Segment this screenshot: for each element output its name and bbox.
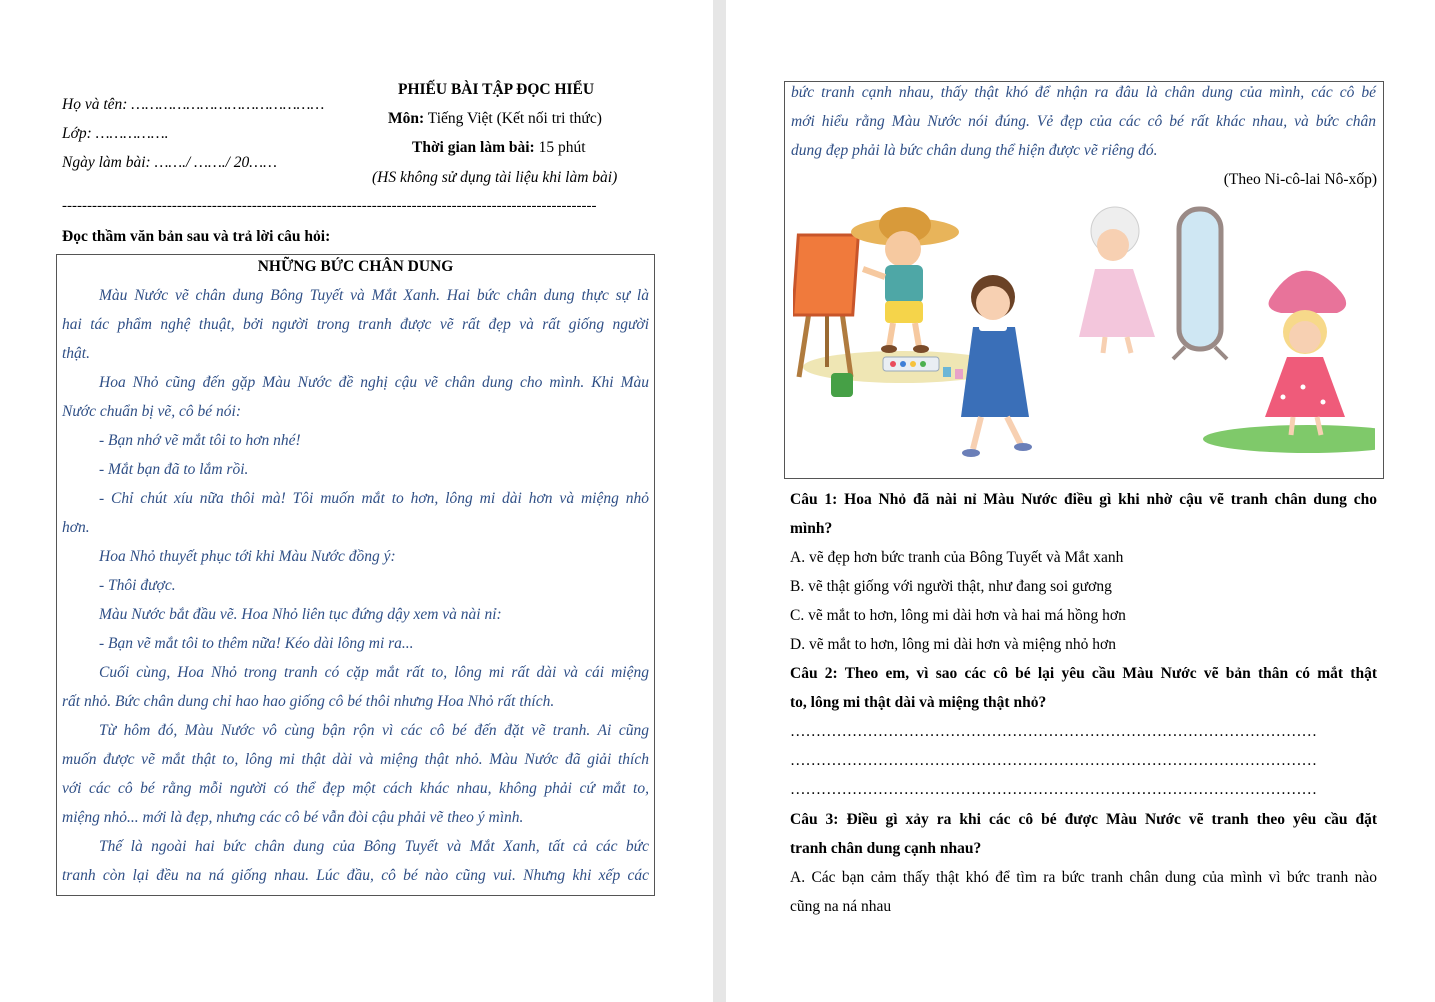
question-3-option-a-cont[interactable]: cũng na ná nhau (790, 898, 892, 915)
story-illustration (793, 197, 1375, 472)
boy-painter (851, 207, 959, 353)
story-line: Màu Nước bắt đầu vẽ. Hoa Nhỏ liên tục đứng dậy xem và nài nỉ: (99, 606, 502, 623)
date-field (62, 148, 277, 177)
girl-blue-dress (961, 275, 1032, 457)
story-line: - Thôi được. (99, 577, 176, 594)
question-1-number: Câu 1: (790, 491, 838, 508)
class-dots: ……………. (95, 125, 169, 142)
story-line: bức tranh cạnh nhau, thấy thật khó để nhận ra đâu là chân dung của mình, các cô bé (791, 84, 1376, 101)
question-1-text (790, 485, 1377, 514)
story-title: NHỮNG BỨC CHÂN DUNG (257, 258, 454, 275)
question-2-number: Câu 2: (790, 665, 838, 682)
class-label: Lớp: (62, 125, 92, 142)
exam-note: (HS không sử dụng tài liệu khi làm bài) (372, 169, 618, 186)
question-1-option-d[interactable]: D. vẽ mắt to hơn, lông mi dài hơn và miệng nhỏ hơn (790, 636, 1116, 653)
subject-line (388, 104, 602, 133)
time-value: 15 phút (538, 139, 586, 156)
story-line: muốn được vẽ mắt thật to, lông mi thật dài và miệng thật nhỏ. Màu Nước đã giải thích (62, 751, 649, 768)
story-line: Nước chuẩn bị vẽ, cô bé nói: (62, 403, 241, 420)
story-line: hơn. (62, 519, 90, 536)
answer-line[interactable]: ………………………………………………………………………………………… (790, 723, 1317, 740)
name-field (62, 90, 324, 119)
story-line: Từ hôm đó, Màu Nước vô cùng bận rộn vì các cô bé đến đặt vẽ tranh. Ai cũng (99, 722, 649, 739)
question-2-text (790, 659, 1377, 688)
subject-label: Môn: (388, 110, 425, 127)
worksheet-title: PHIẾU BÀI TẬP ĐỌC HIỂU (398, 81, 595, 98)
answer-line[interactable]: ………………………………………………………………………………………… (790, 752, 1317, 769)
question-1-option-b[interactable]: B. vẽ thật giống với người thật, như đang soi gương (790, 578, 1112, 595)
question-1-option-c[interactable]: C. vẽ mắt to hơn, lông mi dài hơn và hai má hồng hơn (790, 607, 1126, 624)
story-line: với các cô bé rằng mỗi người có thể đẹp một cách khác nhau, không phải cứ mắt to, (62, 780, 649, 797)
date-value: ……./ ……./ 20…… (154, 154, 277, 171)
mirror (1173, 209, 1227, 359)
question-3-text (790, 805, 1377, 834)
flower-girl (1203, 271, 1375, 453)
reading-instruction: Đọc thầm văn bản sau và trả lời câu hỏi: (62, 228, 331, 245)
story-line: - Bạn nhớ vẽ mắt tôi to hơn nhé! (99, 432, 301, 449)
story-box (56, 254, 655, 896)
story-line: mới hiểu rằng Màu Nước nói đúng. Vẻ đẹp của các cô bé rất khác nhau, và bức chân (791, 113, 1376, 130)
answer-line[interactable]: ………………………………………………………………………………………… (790, 781, 1317, 798)
story-continued-text (791, 78, 1376, 165)
easel (793, 235, 858, 377)
story-source: (Theo Ni-cô-lai Nô-xốp) (1223, 171, 1377, 188)
question-2-line-2: to, lông mi thật dài và miệng thật nhỏ? (790, 694, 1047, 711)
question-3-line-2: tranh chân dung cạnh nhau? (790, 840, 982, 857)
question-1-line-2: mình? (790, 520, 833, 537)
subject-value: Tiếng Việt (Kết nối tri thức) (427, 110, 602, 127)
question-3-option-a[interactable]: A. Các bạn cảm thấy thật khó để tìm ra bức tranh chân dung của mình vì bức tranh nào (790, 869, 1377, 886)
story-line: Hoa Nhỏ thuyết phục tới khi Màu Nước đồng ý: (99, 548, 396, 565)
question-1-line-1: Hoa Nhỏ đã nài nỉ Màu Nước điều gì khi nhờ cậu vẽ tranh chân dung cho (844, 491, 1377, 508)
story-line: Hoa Nhỏ cũng đến gặp Màu Nước đề nghị cậu vẽ chân dung cho mình. Khi Màu (99, 374, 649, 391)
separator-line: ----------------------------------------------------------------------------------------------------------- (62, 198, 597, 214)
name-dots: …………………………………… (131, 96, 325, 113)
story-text (62, 281, 649, 890)
story-line: thật. (62, 345, 90, 362)
question-3 (790, 805, 1377, 921)
story-continued-box (784, 81, 1384, 479)
story-line: miệng nhỏ... mới là đẹp, nhưng các cô bé vẫn đòi cậu phải vẽ theo ý mình. (62, 809, 524, 826)
story-line: Màu Nước vẽ chân dung Bông Tuyết và Mắt Xanh. Hai bức chân dung thực sự là (99, 287, 649, 304)
question-3-number: Câu 3: (790, 811, 839, 828)
question-2-line-1: Theo em, vì sao các cô bé lại yêu cầu Màu Nước vẽ bản thân có mắt thật (844, 665, 1377, 682)
question-1 (790, 485, 1377, 659)
story-line: hai tác phẩm nghệ thuật, bởi người trong tranh được vẽ rất đẹp và rất giống người (62, 316, 649, 333)
time-label: Thời gian làm bài: (412, 139, 535, 156)
question-2 (790, 659, 1377, 804)
time-line (412, 133, 586, 162)
story-line: dung đẹp phải là bức chân dung thể hiện được vẽ riêng đó. (791, 142, 1158, 159)
name-label: Họ và tên: (62, 96, 128, 113)
story-line: - Chỉ chút xíu nữa thôi mà! Tôi muốn mắt to hơn, lông mi dài hơn và miệng nhỏ (99, 490, 649, 507)
date-label: Ngày làm bài: (62, 154, 151, 171)
story-line: rất nhỏ. Bức chân dung chỉ hao hao giống cô bé thôi nhưng Hoa Nhỏ rất thích. (62, 693, 555, 710)
question-1-option-a[interactable]: A. vẽ đẹp hơn bức tranh của Bông Tuyết và Mắt xanh (790, 549, 1124, 566)
question-3-line-1: Điều gì xảy ra khi các cô bé được Màu Nước vẽ tranh theo yêu cầu đặt (846, 811, 1377, 828)
left-page (0, 0, 713, 1002)
story-line: - Bạn vẽ mắt tôi to thêm nữa! Kéo dài lông mi ra... (99, 635, 414, 652)
right-page (726, 0, 1435, 1002)
class-field (62, 119, 168, 148)
story-line: - Mắt bạn đã to lắm rồi. (99, 461, 249, 478)
story-line: Cuối cùng, Hoa Nhỏ trong tranh có cặp mắt rất to, lông mi rất dài và cái miệng (99, 664, 649, 681)
story-line: Thế là ngoài hai bức chân dung của Bông Tuyết và Mắt Xanh, tất cả các bức (99, 838, 649, 855)
girl-pink-dress (1079, 207, 1155, 353)
story-line: tranh còn lại đều na ná giống nhau. Lúc đầu, cô bé nào cũng vui. Nhưng khi xếp các (62, 867, 649, 884)
